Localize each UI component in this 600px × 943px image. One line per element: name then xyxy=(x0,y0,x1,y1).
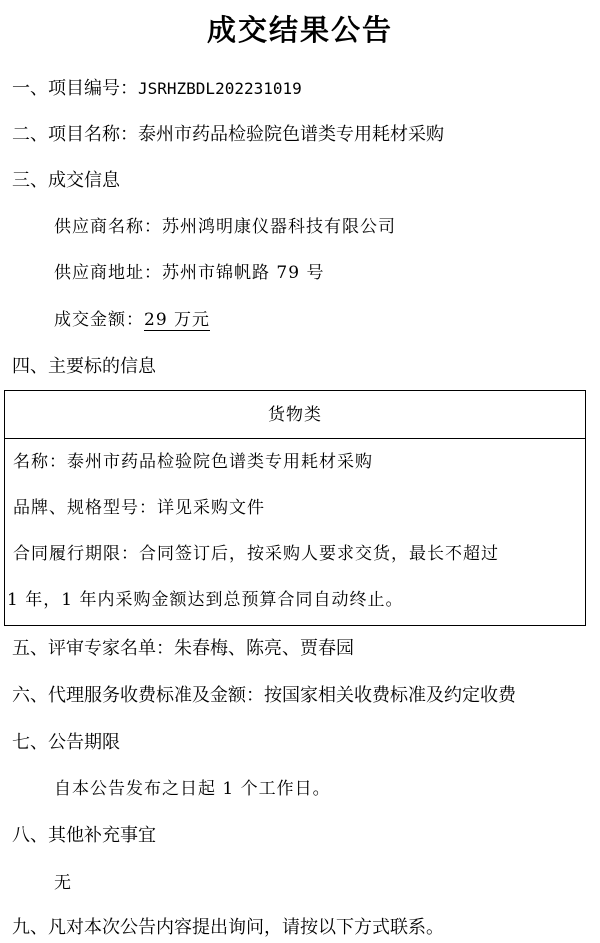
item-term-line1: 合同履行期限：合同签订后，按采购人要求交货，最长不超过 xyxy=(13,544,499,564)
project-name-label: 二、项目名称： xyxy=(12,124,138,145)
project-name-value: 泰州市药品检验院色谱类专用耗材采购 xyxy=(138,124,444,145)
main-item-table xyxy=(4,390,586,626)
page-title: 成交结果公告 xyxy=(206,13,393,47)
item-brand: 品牌、规格型号：详见采购文件 xyxy=(13,498,265,518)
project-number-label: 一、项目编号： xyxy=(12,78,138,99)
main-item-heading: 四、主要标的信息 xyxy=(12,356,156,377)
notice-period-heading: 七、公告期限 xyxy=(12,732,120,753)
item-term-line2: 1 年，1 年内采购金额达到总预算合同自动终止。 xyxy=(7,590,404,610)
expert-list: 五、评审专家名单：朱春梅、陈亮、贾春园 xyxy=(12,638,354,659)
deal-info-heading: 三、成交信息 xyxy=(12,170,120,191)
project-number-row xyxy=(12,74,302,104)
deal-amount-label: 成交金额： xyxy=(54,310,144,330)
supplier-address: 供应商地址：苏州市锦帆路 79 号 xyxy=(54,263,325,283)
contact-notice: 九、凡对本次公告内容提出询问，请按以下方式联系。 xyxy=(12,917,444,938)
project-number-value: JSRHZBDL202231019 xyxy=(138,79,302,98)
supplier-name: 供应商名称：苏州鸿明康仪器科技有限公司 xyxy=(54,217,396,237)
project-name-row xyxy=(12,120,444,150)
other-matters-content: 无 xyxy=(54,873,72,893)
deal-amount-row xyxy=(54,305,210,335)
notice-period-content: 自本公告发布之日起 1 个工作日。 xyxy=(54,779,331,799)
other-matters-heading: 八、其他补充事宜 xyxy=(12,825,156,846)
deal-amount-value: 29 万元 xyxy=(144,310,211,330)
agency-fee: 六、代理服务收费标准及金额：按国家相关收费标准及约定收费 xyxy=(12,685,516,706)
table-header: 货物类 xyxy=(5,391,585,439)
item-name: 名称：泰州市药品检验院色谱类专用耗材采购 xyxy=(13,452,373,472)
